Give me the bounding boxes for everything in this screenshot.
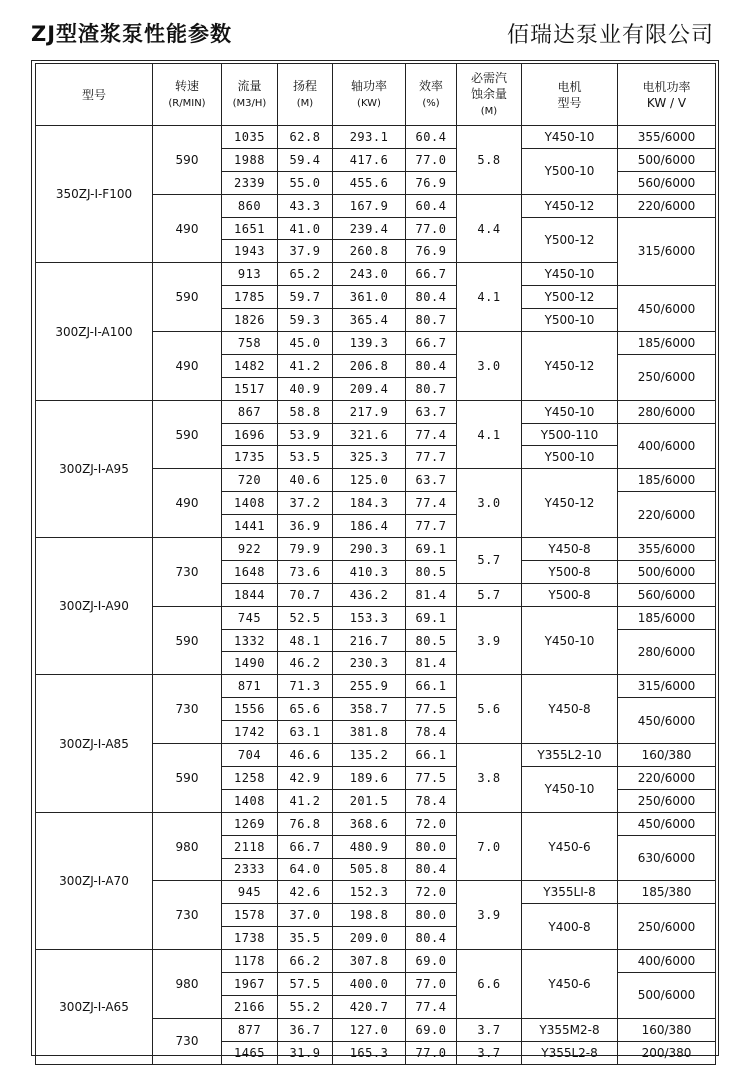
- header-model: 型号: [36, 64, 153, 126]
- motor-power-cell: 280/6000: [618, 629, 716, 675]
- speed-cell: 490: [153, 332, 222, 401]
- table-row: [36, 400, 716, 423]
- head-cell: 53.9: [278, 423, 333, 446]
- head-cell: 59.7: [278, 286, 333, 309]
- speed-cell: 730: [153, 538, 222, 607]
- npsh-cell: 3.9: [457, 881, 522, 950]
- motor-model-cell: Y500-10: [522, 309, 618, 332]
- motor-power-cell: 200/380: [618, 1041, 716, 1064]
- flow-cell: 1696: [222, 423, 278, 446]
- efficiency-cell: 77.4: [406, 995, 457, 1018]
- motor-power-cell: 160/380: [618, 744, 716, 767]
- motor-power-cell: 315/6000: [618, 675, 716, 698]
- npsh-cell: 3.7: [457, 1041, 522, 1064]
- shaft-power-cell: 209.4: [333, 377, 406, 400]
- speed-cell: 590: [153, 606, 222, 675]
- head-cell: 41.2: [278, 789, 333, 812]
- efficiency-cell: 81.4: [406, 652, 457, 675]
- shaft-power-cell: 189.6: [333, 766, 406, 789]
- motor-power-cell: 250/6000: [618, 904, 716, 950]
- motor-power-cell: 220/6000: [618, 766, 716, 789]
- flow-cell: 1269: [222, 812, 278, 835]
- head-cell: 66.7: [278, 835, 333, 858]
- model-cell: 300ZJ-I-A100: [36, 263, 153, 400]
- efficiency-cell: 81.4: [406, 583, 457, 606]
- flow-cell: 1035: [222, 126, 278, 149]
- shaft-power-cell: 293.1: [333, 126, 406, 149]
- flow-cell: 2166: [222, 995, 278, 1018]
- head-cell: 46.6: [278, 744, 333, 767]
- speed-cell: 590: [153, 744, 222, 813]
- shaft-power-cell: 260.8: [333, 240, 406, 263]
- header-efficiency: 效率 (%): [406, 64, 457, 126]
- head-cell: 55.0: [278, 171, 333, 194]
- head-cell: 41.2: [278, 354, 333, 377]
- motor-model-cell: Y355L2-8: [522, 1041, 618, 1064]
- table-row: [36, 126, 716, 149]
- speed-cell: 730: [153, 1018, 222, 1064]
- efficiency-cell: 80.0: [406, 904, 457, 927]
- npsh-cell: 3.0: [457, 469, 522, 538]
- flow-cell: 1332: [222, 629, 278, 652]
- shaft-power-cell: 365.4: [333, 309, 406, 332]
- head-cell: 53.5: [278, 446, 333, 469]
- model-cell: 300ZJ-I-A65: [36, 950, 153, 1064]
- motor-model-cell: Y450-6: [522, 812, 618, 881]
- shaft-power-cell: 455.6: [333, 171, 406, 194]
- head-cell: 58.8: [278, 400, 333, 423]
- company-name: 佰瑞达泵业有限公司: [506, 23, 714, 48]
- motor-power-cell: 185/6000: [618, 606, 716, 629]
- efficiency-cell: 60.4: [406, 194, 457, 217]
- head-cell: 40.9: [278, 377, 333, 400]
- header-motor-power: 电机功率 KW / V: [618, 64, 716, 126]
- motor-model-cell: Y450-12: [522, 194, 618, 217]
- shaft-power-cell: 400.0: [333, 972, 406, 995]
- npsh-cell: 5.6: [457, 675, 522, 744]
- efficiency-cell: 66.7: [406, 332, 457, 355]
- motor-power-cell: 630/6000: [618, 835, 716, 881]
- shaft-power-cell: 436.2: [333, 583, 406, 606]
- speed-cell: 590: [153, 263, 222, 332]
- efficiency-cell: 77.5: [406, 766, 457, 789]
- head-cell: 36.9: [278, 515, 333, 538]
- efficiency-cell: 60.4: [406, 126, 457, 149]
- head-cell: 64.0: [278, 858, 333, 881]
- shaft-power-cell: 125.0: [333, 469, 406, 492]
- shaft-power-cell: 307.8: [333, 950, 406, 973]
- speed-cell: 730: [153, 675, 222, 744]
- head-cell: 36.7: [278, 1018, 333, 1041]
- shaft-power-cell: 290.3: [333, 538, 406, 561]
- npsh-cell: 3.9: [457, 606, 522, 675]
- header-shaft-power: 轴功率 (KW): [333, 64, 406, 126]
- shaft-power-cell: 184.3: [333, 492, 406, 515]
- flow-cell: 1648: [222, 560, 278, 583]
- motor-power-cell: 185/380: [618, 881, 716, 904]
- shaft-power-cell: 239.4: [333, 217, 406, 240]
- motor-model-cell: Y450-12: [522, 469, 618, 538]
- efficiency-cell: 69.1: [406, 606, 457, 629]
- npsh-cell: 5.8: [457, 126, 522, 195]
- pump-performance-table: [35, 63, 716, 1065]
- efficiency-cell: 80.4: [406, 927, 457, 950]
- speed-cell: 590: [153, 400, 222, 469]
- shaft-power-cell: 255.9: [333, 675, 406, 698]
- flow-cell: 1408: [222, 789, 278, 812]
- flow-cell: 867: [222, 400, 278, 423]
- npsh-cell: 7.0: [457, 812, 522, 881]
- head-cell: 71.3: [278, 675, 333, 698]
- head-cell: 40.6: [278, 469, 333, 492]
- speed-cell: 490: [153, 194, 222, 263]
- motor-power-cell: 400/6000: [618, 950, 716, 973]
- flow-cell: 1556: [222, 698, 278, 721]
- header-speed: 转速 (R/MIN): [153, 64, 222, 126]
- motor-power-cell: 160/380: [618, 1018, 716, 1041]
- head-cell: 41.0: [278, 217, 333, 240]
- head-cell: 65.6: [278, 698, 333, 721]
- head-cell: 76.8: [278, 812, 333, 835]
- head-cell: 37.2: [278, 492, 333, 515]
- flow-cell: 860: [222, 194, 278, 217]
- flow-cell: 704: [222, 744, 278, 767]
- flow-cell: 922: [222, 538, 278, 561]
- motor-power-cell: 220/6000: [618, 194, 716, 217]
- flow-cell: 1441: [222, 515, 278, 538]
- model-cell: 300ZJ-I-A90: [36, 538, 153, 675]
- motor-model-cell: Y450-10: [522, 126, 618, 149]
- flow-cell: 2333: [222, 858, 278, 881]
- motor-power-cell: 185/6000: [618, 332, 716, 355]
- head-cell: 46.2: [278, 652, 333, 675]
- head-cell: 45.0: [278, 332, 333, 355]
- efficiency-cell: 69.1: [406, 538, 457, 561]
- head-cell: 73.6: [278, 560, 333, 583]
- head-cell: 55.2: [278, 995, 333, 1018]
- motor-power-cell: 185/6000: [618, 469, 716, 492]
- shaft-power-cell: 505.8: [333, 858, 406, 881]
- npsh-cell: 4.4: [457, 194, 522, 263]
- flow-cell: 1408: [222, 492, 278, 515]
- motor-model-cell: Y450-8: [522, 538, 618, 561]
- head-cell: 63.1: [278, 721, 333, 744]
- shaft-power-cell: 217.9: [333, 400, 406, 423]
- npsh-cell: 3.0: [457, 332, 522, 401]
- speed-cell: 590: [153, 126, 222, 195]
- efficiency-cell: 72.0: [406, 812, 457, 835]
- head-cell: 37.0: [278, 904, 333, 927]
- efficiency-cell: 69.0: [406, 1018, 457, 1041]
- efficiency-cell: 80.4: [406, 354, 457, 377]
- npsh-cell: 3.8: [457, 744, 522, 813]
- motor-power-cell: 220/6000: [618, 492, 716, 538]
- head-cell: 62.8: [278, 126, 333, 149]
- flow-cell: 1735: [222, 446, 278, 469]
- shaft-power-cell: 358.7: [333, 698, 406, 721]
- speed-cell: 980: [153, 812, 222, 881]
- motor-model-cell: Y500-8: [522, 583, 618, 606]
- shaft-power-cell: 165.3: [333, 1041, 406, 1064]
- efficiency-cell: 77.7: [406, 515, 457, 538]
- motor-power-cell: 355/6000: [618, 538, 716, 561]
- efficiency-cell: 80.0: [406, 835, 457, 858]
- flow-cell: 745: [222, 606, 278, 629]
- shaft-power-cell: 127.0: [333, 1018, 406, 1041]
- motor-power-cell: 500/6000: [618, 972, 716, 1018]
- flow-cell: 1785: [222, 286, 278, 309]
- npsh-cell: 5.7: [457, 538, 522, 584]
- npsh-cell: 4.1: [457, 400, 522, 469]
- efficiency-cell: 77.0: [406, 217, 457, 240]
- flow-cell: 1178: [222, 950, 278, 973]
- table-body: [36, 126, 716, 1065]
- npsh-cell: 4.1: [457, 263, 522, 332]
- speed-cell: 980: [153, 950, 222, 1019]
- head-cell: 57.5: [278, 972, 333, 995]
- header-head: 扬程 (M): [278, 64, 333, 126]
- flow-cell: 758: [222, 332, 278, 355]
- flow-cell: 1988: [222, 148, 278, 171]
- npsh-cell: 5.7: [457, 583, 522, 606]
- motor-model-cell: Y500-110: [522, 423, 618, 446]
- motor-power-cell: 560/6000: [618, 171, 716, 194]
- flow-cell: 1490: [222, 652, 278, 675]
- motor-model-cell: Y355LI-8: [522, 881, 618, 904]
- header-npsh: 必需汽 蚀余量 (M): [457, 64, 522, 126]
- npsh-cell: 6.6: [457, 950, 522, 1019]
- table-row: [36, 538, 716, 561]
- shaft-power-cell: 186.4: [333, 515, 406, 538]
- head-cell: 59.3: [278, 309, 333, 332]
- motor-power-cell: 450/6000: [618, 812, 716, 835]
- speed-cell: 730: [153, 881, 222, 950]
- motor-model-cell: Y450-10: [522, 400, 618, 423]
- flow-cell: 1465: [222, 1041, 278, 1064]
- efficiency-cell: 77.0: [406, 148, 457, 171]
- flow-cell: 720: [222, 469, 278, 492]
- shaft-power-cell: 361.0: [333, 286, 406, 309]
- shaft-power-cell: 206.8: [333, 354, 406, 377]
- head-cell: 37.9: [278, 240, 333, 263]
- head-cell: 35.5: [278, 927, 333, 950]
- shaft-power-cell: 201.5: [333, 789, 406, 812]
- motor-power-cell: 500/6000: [618, 560, 716, 583]
- efficiency-cell: 80.5: [406, 629, 457, 652]
- shaft-power-cell: 417.6: [333, 148, 406, 171]
- page-title: ZJ型渣浆泵性能参数: [31, 22, 233, 46]
- flow-cell: 2118: [222, 835, 278, 858]
- motor-power-cell: 560/6000: [618, 583, 716, 606]
- motor-power-cell: 355/6000: [618, 126, 716, 149]
- motor-power-cell: 250/6000: [618, 354, 716, 400]
- efficiency-cell: 76.9: [406, 171, 457, 194]
- head-cell: 66.2: [278, 950, 333, 973]
- head-cell: 42.9: [278, 766, 333, 789]
- flow-cell: 1482: [222, 354, 278, 377]
- shaft-power-cell: 243.0: [333, 263, 406, 286]
- motor-power-cell: 250/6000: [618, 789, 716, 812]
- table-row: [36, 812, 716, 835]
- efficiency-cell: 80.4: [406, 858, 457, 881]
- efficiency-cell: 77.5: [406, 698, 457, 721]
- efficiency-cell: 66.7: [406, 263, 457, 286]
- shaft-power-cell: 135.2: [333, 744, 406, 767]
- head-cell: 31.9: [278, 1041, 333, 1064]
- motor-model-cell: Y500-8: [522, 560, 618, 583]
- motor-model-cell: Y450-6: [522, 950, 618, 1019]
- shaft-power-cell: 381.8: [333, 721, 406, 744]
- flow-cell: 871: [222, 675, 278, 698]
- table-row: [36, 675, 716, 698]
- efficiency-cell: 63.7: [406, 400, 457, 423]
- flow-cell: 1826: [222, 309, 278, 332]
- flow-cell: 945: [222, 881, 278, 904]
- efficiency-cell: 78.4: [406, 721, 457, 744]
- efficiency-cell: 77.4: [406, 423, 457, 446]
- motor-model-cell: Y500-10: [522, 148, 618, 194]
- flow-cell: 1844: [222, 583, 278, 606]
- shaft-power-cell: 410.3: [333, 560, 406, 583]
- speed-cell: 490: [153, 469, 222, 538]
- efficiency-cell: 76.9: [406, 240, 457, 263]
- efficiency-cell: 77.0: [406, 972, 457, 995]
- shaft-power-cell: 321.6: [333, 423, 406, 446]
- motor-model-cell: Y500-12: [522, 217, 618, 263]
- head-cell: 70.7: [278, 583, 333, 606]
- efficiency-cell: 80.7: [406, 377, 457, 400]
- efficiency-cell: 63.7: [406, 469, 457, 492]
- model-cell: 350ZJ-I-F100: [36, 126, 153, 263]
- efficiency-cell: 80.7: [406, 309, 457, 332]
- motor-model-cell: Y450-10: [522, 263, 618, 286]
- table-row: [36, 950, 716, 973]
- head-cell: 52.5: [278, 606, 333, 629]
- motor-power-cell: 450/6000: [618, 698, 716, 744]
- flow-cell: 1943: [222, 240, 278, 263]
- motor-model-cell: Y500-12: [522, 286, 618, 309]
- shaft-power-cell: 209.0: [333, 927, 406, 950]
- motor-model-cell: Y450-12: [522, 332, 618, 401]
- efficiency-cell: 80.5: [406, 560, 457, 583]
- shaft-power-cell: 167.9: [333, 194, 406, 217]
- efficiency-cell: 66.1: [406, 744, 457, 767]
- head-cell: 42.6: [278, 881, 333, 904]
- shaft-power-cell: 480.9: [333, 835, 406, 858]
- shaft-power-cell: 198.8: [333, 904, 406, 927]
- head-cell: 79.9: [278, 538, 333, 561]
- efficiency-cell: 72.0: [406, 881, 457, 904]
- shaft-power-cell: 325.3: [333, 446, 406, 469]
- efficiency-cell: 78.4: [406, 789, 457, 812]
- motor-power-cell: 450/6000: [618, 286, 716, 332]
- model-cell: 300ZJ-I-A95: [36, 400, 153, 537]
- flow-cell: 1742: [222, 721, 278, 744]
- model-cell: 300ZJ-I-A85: [36, 675, 153, 812]
- motor-power-cell: 280/6000: [618, 400, 716, 423]
- efficiency-cell: 77.7: [406, 446, 457, 469]
- flow-cell: 913: [222, 263, 278, 286]
- table-row: [36, 263, 716, 286]
- model-cell: 300ZJ-I-A70: [36, 812, 153, 949]
- motor-power-cell: 400/6000: [618, 423, 716, 469]
- shaft-power-cell: 230.3: [333, 652, 406, 675]
- shaft-power-cell: 216.7: [333, 629, 406, 652]
- shaft-power-cell: 420.7: [333, 995, 406, 1018]
- shaft-power-cell: 153.3: [333, 606, 406, 629]
- flow-cell: 1258: [222, 766, 278, 789]
- motor-model-cell: Y400-8: [522, 904, 618, 950]
- header-flow: 流量 (M3/H): [222, 64, 278, 126]
- flow-cell: 1738: [222, 927, 278, 950]
- motor-power-cell: 315/6000: [618, 217, 716, 286]
- motor-model-cell: Y450-8: [522, 675, 618, 744]
- shaft-power-cell: 368.6: [333, 812, 406, 835]
- head-cell: 43.3: [278, 194, 333, 217]
- motor-model-cell: Y500-10: [522, 446, 618, 469]
- head-cell: 48.1: [278, 629, 333, 652]
- shaft-power-cell: 152.3: [333, 881, 406, 904]
- flow-cell: 2339: [222, 171, 278, 194]
- efficiency-cell: 77.4: [406, 492, 457, 515]
- motor-model-cell: Y450-10: [522, 606, 618, 675]
- npsh-cell: 3.7: [457, 1018, 522, 1041]
- efficiency-cell: 69.0: [406, 950, 457, 973]
- flow-cell: 1651: [222, 217, 278, 240]
- motor-model-cell: Y355M2-8: [522, 1018, 618, 1041]
- flow-cell: 1578: [222, 904, 278, 927]
- head-cell: 65.2: [278, 263, 333, 286]
- motor-model-cell: Y355L2-10: [522, 744, 618, 767]
- flow-cell: 1517: [222, 377, 278, 400]
- flow-cell: 877: [222, 1018, 278, 1041]
- flow-cell: 1967: [222, 972, 278, 995]
- shaft-power-cell: 139.3: [333, 332, 406, 355]
- efficiency-cell: 80.4: [406, 286, 457, 309]
- header-motor-model: 电机 型号: [522, 64, 618, 126]
- efficiency-cell: 77.0: [406, 1041, 457, 1064]
- motor-model-cell: Y450-10: [522, 766, 618, 812]
- motor-power-cell: 500/6000: [618, 148, 716, 171]
- head-cell: 59.4: [278, 148, 333, 171]
- efficiency-cell: 66.1: [406, 675, 457, 698]
